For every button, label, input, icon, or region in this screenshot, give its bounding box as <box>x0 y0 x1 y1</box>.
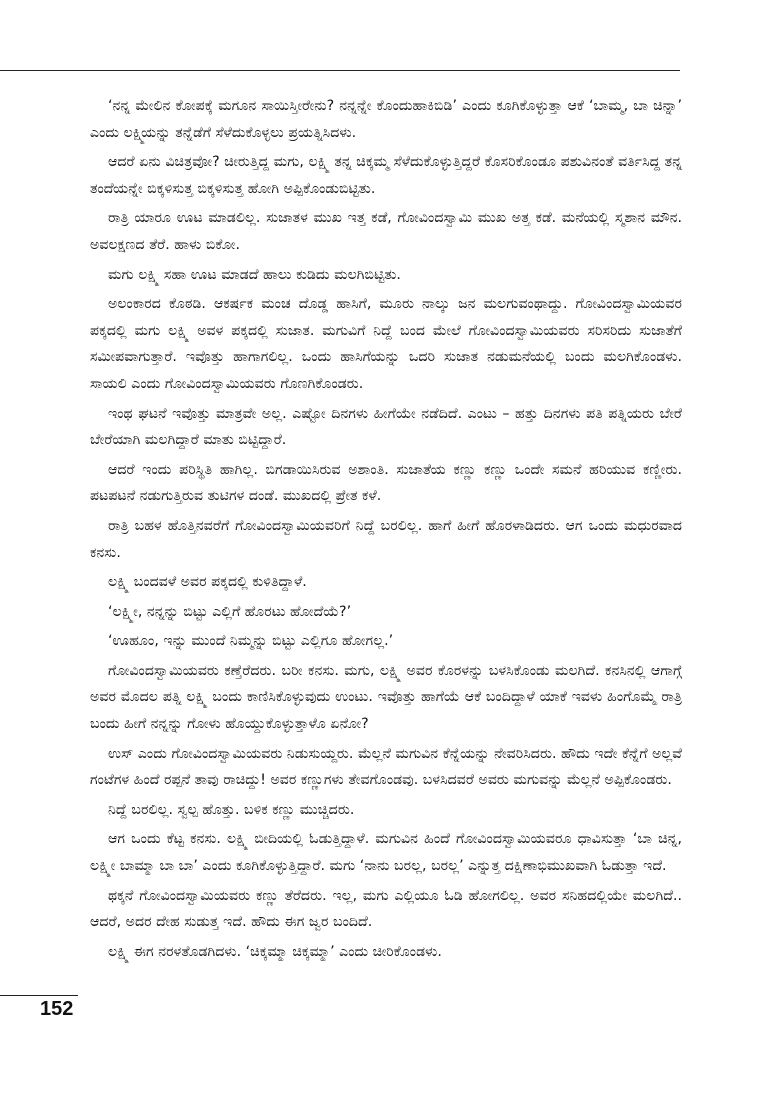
page-number: 152 <box>40 998 74 1020</box>
paragraph: ‘ಊಹೂಂ, ಇನ್ನು ಮುಂದೆ ನಿಮ್ಮನ್ನು ಬಿಟ್ಟು ಎಲ್ಲಿಗೂ ಹೋಗಲ್ಲ.’ <box>108 633 394 650</box>
paragraph: ಲಕ್ಷ್ಮಿ ಈಗ ನರಳತೊಡಗಿದಳು. ‘ಚಿಕ್ಕಮ್ಮಾ ಚಿಕ್ಕಮ್ಮಾ’ ಎಂದು ಚೀರಿಕೊಂಡಳು. <box>108 943 442 960</box>
paragraph: ಥಕ್ಕನೆ ಗೋವಿಂದಸ್ವಾಮಿಯವರು ಕಣ್ಣು ತೆರೆದರು. ಇಲ್ಲ, ಮಗು ಎಲ್ಲಿಯೂ ಓಡಿ ಹೋಗಲಿಲ್ಲ. ಅವರ ಸನಿಹದಲ್ಲಿಯೇ ಮಲಗಿದೆ.. ಆದರೆ, ಅದರ ದೇಹ ಸುಡುತ್ತ ಇದೆ. ಹೌದು ಈಗ ಜ್ವರ ಬಂದಿದೆ. <box>90 887 682 931</box>
paragraph: ರಾತ್ರಿ ಯಾರೂ ಊಟ ಮಾಡಲಿಲ್ಲ. ಸುಜಾತಳ ಮುಖ ಇತ್ತ ಕಡೆ, ಗೋವಿಂದಸ್ವಾಮಿ ಮುಖ ಅತ್ತ ಕಡೆ. ಮನೆಯಲ್ಲಿ ಸ್ಮಶಾನ ಮೌನ. ಅವಲಕ್ಷಣದ ತೆರೆ. ಹಾಳು ಬಿಕೋ. <box>90 210 682 253</box>
paragraph: ಅಲಂಕಾರದ ಕೊಠಡಿ. ಆಕರ್ಷಕ ಮಂಚ ದೊಡ್ಡ ಹಾಸಿಗೆ, ಮೂರು ನಾಲ್ಕು ಜನ ಮಲಗುವಂಥಾದ್ದು. ಗೋವಿಂದಸ್ವಾಮಿಯವರ ಪಕ್ಕದಲ್ಲಿ ಮಗು ಲಕ್ಷ್ಮಿ ಅವಳ ಪಕ್ಕದಲ್ಲಿ ಸುಜಾತ. ಮಗುವಿಗೆ ನಿದ್ದೆ ಬಂದ ಮೇಲೆ ಗೋವಿಂದಸ್ವಾಮಿಯವರು ಸರಿಸರಿದು ಸುಜಾತೆಗೆ ಸಮೀಪವಾಗುತ್ತಾರೆ. ಇವೊತ್ತು ಹಾಗಾಗಲಿಲ್ಲ. ಒಂದು ಹಾಸಿಗೆಯನ್ನು ಒದರಿ ಸುಜಾತ ನಡುಮನೆಯಲ್ಲಿ ಬಂದು ಮಲಗಿಕೊಂಡಳು. ಸಾಯಲಿ ಎಂದು ಗೋವಿಂದಸ್ವಾಮಿಯವರು ಗೊಣಗಿಕೊಂಡರು. <box>90 296 682 392</box>
body-text <box>90 93 682 968</box>
paragraph: ಇಂಥ ಘಟನೆ ಇವೊತ್ತು ಮಾತ್ರವೇ ಅಲ್ಲ. ಎಷ್ಟೋ ದಿನಗಳು ಹೀಗೆಯೇ ನಡೆದಿದೆ. ಎಂಟು – ಹತ್ತು ದಿನಗಳು ಪತಿ ಪತ್ನಿಯರು ಬೇರೆ ಬೇರೆಯಾಗಿ ಮಲಗಿದ್ದಾರೆ ಮಾತು ಬಿಟ್ಟಿದ್ದಾರೆ. <box>90 405 682 449</box>
paragraph: ಗೋವಿಂದಸ್ವಾಮಿಯವರು ಕಣ್ತೆರೆದರು. ಬರೀ ಕನಸು. ಮಗು, ಲಕ್ಷ್ಮಿ ಅವರ ಕೊರಳನ್ನು ಬಳಸಿಕೊಂಡು ಮಲಗಿದೆ. ಕನಸಿನಲ್ಲಿ ಆಗಾಗ್ಗೆ ಅವರ ಮೊದಲ ಪತ್ನಿ ಲಕ್ಷ್ಮಿ ಬಂದು ಕಾಣಿಸಿಕೊಳ್ಳುವುದು ಉಂಟು. ಇವೊತ್ತು ಹಾಗೆಯೆ ಆಕೆ ಬಂದಿದ್ದಾಳೆ ಯಾಕೆ ಇವಳು ಹಿಂಗೊಮ್ಮೆ ರಾತ್ರಿ ಬಂದು ಹೀಗೆ ನನ್ನನ್ನು ಗೋಳು ಹೊಯ್ದುಕೊಳ್ಳುತ್ತಾಳೊ ಏನೋ? <box>90 662 682 733</box>
paragraph: ‘ಲಕ್ಷ್ಮೀ, ನನ್ನನ್ನು ಬಿಟ್ಟು ಎಲ್ಲಿಗೆ ಹೊರಟು ಹೋದೆಯೆ?’ <box>108 603 352 620</box>
paragraph: ಆಗ ಒಂದು ಕೆಟ್ಟ ಕನಸು. ಲಕ್ಷ್ಮಿ ಬೀದಿಯಲ್ಲಿ ಓಡುತ್ತಿದ್ದಾಳೆ. ಮಗುವಿನ ಹಿಂದೆ ಗೋವಿಂದಸ್ವಾಮಿಯವರೂ ಧಾವಿಸುತ್ತಾ ‘ಬಾ ಚಿನ್ನ, ಲಕ್ಷ್ಮೀ ಬಾಮ್ಮಾ ಬಾ ಬಾ’ ಎಂದು ಕೂಗಿಕೊಳ್ಳುತ್ತಿದ್ದಾರೆ. ಮಗು ‘ನಾನು ಬರಲ್ಲ, ಬರಲ್ಲ’ ಎನ್ನುತ್ತ ದಕ್ಷಿಣಾಭಿಮುಖವಾಗಿ ಓಡುತ್ತಾ ಇದೆ. <box>90 831 682 875</box>
paragraph: ಆದರೆ ಏನು ವಿಚಿತ್ರವೋ? ಚೀರುತ್ತಿದ್ದ ಮಗು, ಲಕ್ಷ್ಮಿ ತನ್ನ ಚಿಕ್ಕಮ್ಮ ಸೆಳೆದುಕೊಳ್ಳುತ್ತಿದ್ದರೆ ಕೊಸರಿಕೊಂಡೂ ಪಶುವಿನಂತೆ ವರ್ತಿಸಿದ್ದ ತನ್ನ ತಂದೆಯನ್ನೇ ಬಿಕ್ಕಳಿಸುತ್ತ ಬಿಕ್ಕಳಿಸುತ್ತ ಹೋಗಿ ಅಪ್ಪಿಕೊಂಡುಬಿಟ್ಟಿತು. <box>90 154 682 197</box>
top-rule <box>0 70 680 71</box>
paragraph: ಲಕ್ಷ್ಮಿ ಬಂದವಳೆ ಅವರ ಪಕ್ಕದಲ್ಲಿ ಕುಳಿತಿದ್ದಾಳೆ. <box>108 574 307 591</box>
paragraph: ಉಸ್ ಎಂದು ಗೋವಿಂದಸ್ವಾಮಿಯವರು ನಿಡುಸುಯ್ದರು. ಮೆಲ್ಲನೆ ಮಗುವಿನ ಕೆನ್ನೆಯನ್ನು ನೇವರಿಸಿದರು. ಹೌದು ಇದೇ ಕೆನ್ನೆಗೆ ಅಲ್ಲವೆ ಗಂಟೆಗಳ ಹಿಂದೆ ರಪ್ಪನೆ ತಾವು ರಾಚಿದ್ದು! ಅವರ ಕಣ್ಣುಗಳು ತೇವಗೊಂಡವು. ಬಳಸಿದವರೆ ಅವರು ಮಗುವನ್ನು ಮೆಲ್ಲನೆ ಅಪ್ಪಿಕೊಂಡರು. <box>90 745 682 789</box>
paragraph: ನಿದ್ದೆ ಬರಲಿಲ್ಲ. ಸ್ವಲ್ಪ ಹೊತ್ತು. ಬಳಿಕ ಕಣ್ಣು ಮುಚ್ಚಿದರು. <box>108 801 355 818</box>
paragraph: ರಾತ್ರಿ ಬಹಳ ಹೊತ್ತಿನವರೆಗೆ ಗೋವಿಂದಸ್ವಾಮಿಯವರಿಗೆ ನಿದ್ದೆ ಬರಲಿಲ್ಲ. ಹಾಗೆ ಹೀಗೆ ಹೊರಳಾಡಿದರು. ಆಗ ಒಂದು ಮಧುರವಾದ ಕನಸು. <box>90 517 682 561</box>
paragraph: ಆದರೆ ಇಂದು ಪರಿಸ್ಥಿತಿ ಹಾಗಿಲ್ಲ. ಬಿಗಡಾಯಿಸಿರುವ ಅಶಾಂತಿ. ಸುಜಾತೆಯ ಕಣ್ಣು ಕಣ್ಣು ಒಂದೇ ಸಮನೆ ಹರಿಯುವ ಕಣ್ಣೀರು. ಪಟಪಟನೆ ನಡುಗುತ್ತಿರುವ ತುಟಿಗಳ ದಂಡೆ. ಮುಖದಲ್ಲಿ ಪ್ರೇತ ಕಳೆ. <box>90 461 682 505</box>
paragraph: ‘ನನ್ನ ಮೇಲಿನ ಕೋಪಕ್ಕೆ ಮಗೂನ ಸಾಯಿಸ್ತೀರೇನು? ನನ್ನನ್ನೇ ಕೊಂದುಹಾಕಿಬಿಡಿ’ ಎಂದು ಕೂಗಿಕೊಳ್ಳುತ್ತಾ ಆಕೆ ‘ಬಾಮ್ಮ, ಬಾ ಚಿನ್ನಾ’ ಎಂದು ಲಕ್ಷ್ಮಿಯನ್ನು ತನ್ನೆಡೆಗೆ ಸೆಳೆದುಕೊಳ್ಳಲು ಪ್ರಯತ್ನಿಸಿದಳು. <box>90 98 682 141</box>
paragraph: ಮಗು ಲಕ್ಷ್ಮಿ ಸಹಾ ಊಟ ಮಾಡದೆ ಹಾಲು ಕುಡಿದು ಮಲಗಿಬಿಟ್ಟಿತು. <box>108 266 401 283</box>
